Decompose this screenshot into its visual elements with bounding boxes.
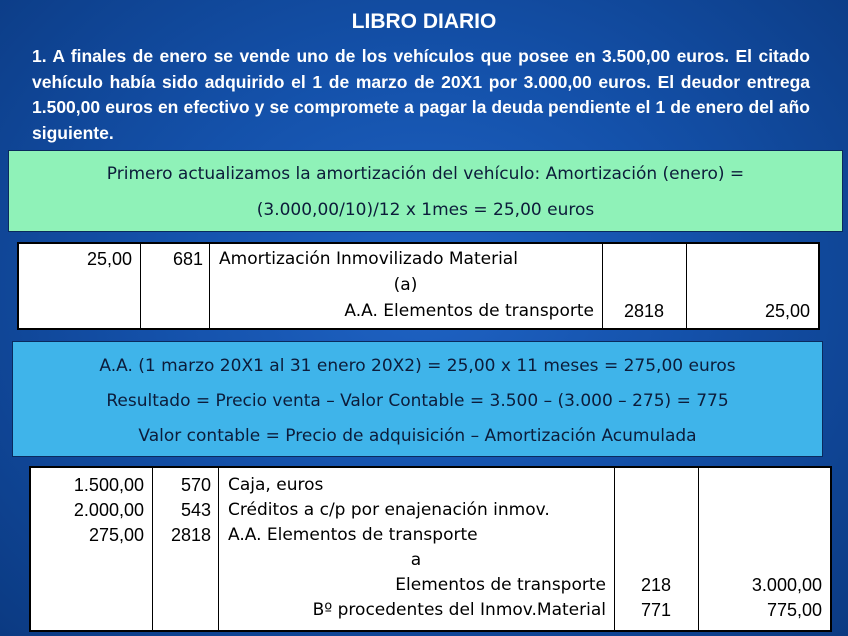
- debit-amount: 275,00: [88, 525, 144, 545]
- accumulated-note-line-2: Resultado = Precio venta – Valor Contable = 3.500 – (3.000 – 275) = 775: [106, 391, 729, 411]
- debit-amount: 2.000,00: [73, 500, 144, 520]
- journal-entry-2: [29, 466, 832, 632]
- page-title: LIBRO DIARIO: [351, 10, 497, 33]
- credit-concept: Bº procedentes del Inmov.Material: [312, 600, 606, 620]
- debit-concept: Caja, euros: [228, 475, 324, 495]
- debit-amount: 1.500,00: [73, 475, 144, 495]
- debit-account: 543: [180, 500, 211, 520]
- journal-entry-1: [17, 242, 820, 330]
- exercise-statement: 1. A finales de enero se vende uno de los vehículos que posee en 3.500,00 euros. El citado vehículo había sido adquirido el 1 de marzo de 20X1 por 3.000,00 euros. El deudor entrega 1.500,00 euros en efectivo y se compromete a pagar la deuda pendiente el 1 de enero del año siguiente.: [32, 46, 810, 143]
- connector: a: [410, 550, 422, 570]
- debit-account: 570: [180, 475, 211, 495]
- debit-concept: Créditos a c/p por enajenación inmov.: [228, 500, 550, 520]
- debit-account: 681: [172, 249, 203, 269]
- accumulated-depreciation-note-box: [12, 341, 823, 457]
- connector: (a): [393, 275, 418, 295]
- depreciation-note-line-2: (3.000,00/10)/12 x 1mes = 25,00 euros: [256, 200, 595, 220]
- credit-amount: 775,00: [766, 600, 822, 620]
- credit-account: 2818: [623, 301, 665, 321]
- debit-concept: Amortización Inmovilizado Material: [219, 249, 518, 269]
- debit-amount: 25,00: [86, 249, 132, 269]
- credit-account: 218: [640, 575, 672, 595]
- debit-account: 2818: [170, 525, 211, 545]
- credit-concept: Elementos de transporte: [395, 575, 606, 595]
- debit-concept: A.A. Elementos de transporte: [228, 525, 478, 545]
- depreciation-note-box: [8, 150, 843, 232]
- credit-amount: 3.000,00: [751, 575, 822, 595]
- credit-concept: A.A. Elementos de transporte: [344, 301, 594, 321]
- accumulated-note-line-1: A.A. (1 marzo 20X1 al 31 enero 20X2) = 25,00 x 11 meses = 275,00 euros: [99, 356, 736, 376]
- credit-account: 771: [640, 600, 672, 620]
- depreciation-note-line-1: Primero actualizamos la amortización del vehículo: Amortización (enero) =: [106, 164, 745, 184]
- credit-amount: 25,00: [764, 301, 810, 321]
- accumulated-note-line-3: Valor contable = Precio de adquisición – Amortización Acumulada: [138, 426, 697, 446]
